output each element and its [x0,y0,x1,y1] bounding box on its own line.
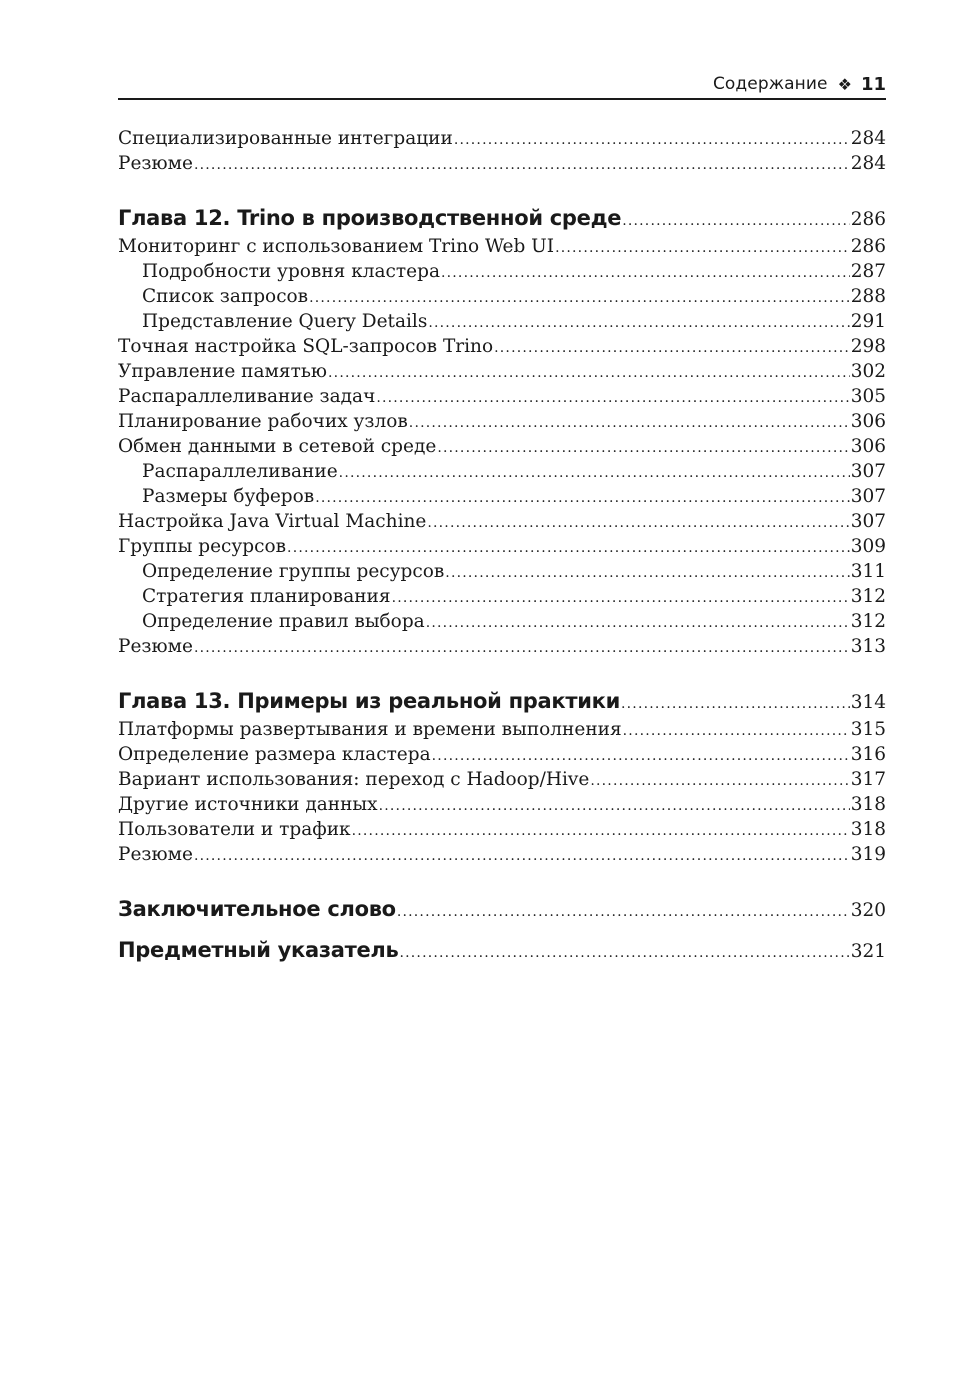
toc-entry-page: 312 [850,611,886,632]
dot-leader [621,697,850,711]
dot-leader [328,366,850,380]
toc-subentry[interactable] [118,461,886,486]
toc-entry[interactable] [118,361,886,386]
toc-entry[interactable] [118,411,886,436]
dot-leader [194,641,850,655]
toc-entry-page: 309 [850,536,886,557]
toc-subentry[interactable] [118,261,886,286]
dot-leader [437,441,849,455]
dot-leader [622,214,850,228]
toc-entry-page: 286 [850,236,886,257]
toc-entry-label: Резюме [118,153,193,174]
toc-entry-page: 291 [850,311,886,332]
toc-entry-page: 319 [850,844,886,865]
dot-leader [428,316,849,330]
dot-leader [194,158,850,172]
toc-entry[interactable] [118,511,886,536]
dot-leader [409,416,850,430]
toc-entry-page: 317 [850,769,886,790]
toc-entry[interactable] [118,719,886,744]
toc-entry-label: Список запросов [142,286,309,307]
toc-entry-page: 307 [850,461,886,482]
toc-entry-page: 298 [850,336,886,357]
running-header [118,70,886,100]
toc-entry-page: 313 [850,636,886,657]
toc-entry-label: Резюме [118,844,193,865]
toc-subentry[interactable] [118,486,886,511]
toc-entry[interactable] [118,336,886,361]
toc-entry-label: Распараллеливание задач [118,386,376,407]
toc-entry-page: 306 [850,411,886,432]
toc-entry[interactable] [118,636,886,661]
toc-subentry[interactable] [118,611,886,636]
toc-entry[interactable] [118,536,886,561]
chapter-page: 320 [850,900,886,921]
toc-entry-label: Пользователи и трафик [118,819,351,840]
dot-leader [379,799,850,813]
toc-entry[interactable] [118,153,886,178]
toc-entry-label: Мониторинг с использованием Trino Web UI [118,236,555,257]
toc-subentry[interactable] [118,311,886,336]
chapter-title: Глава 13. Примеры из реальной практики [118,689,620,713]
dot-leader [432,749,850,763]
toc-entry-page: 311 [850,561,886,582]
toc-entry-label: Резюме [118,636,193,657]
toc-entry-page: 316 [850,744,886,765]
toc-subentry[interactable] [118,561,886,586]
dot-leader [454,133,850,147]
toc-entry-label: Определение размера кластера [118,744,431,765]
toc-entry-label: Представление Query Details [142,311,428,332]
chapter-title: Глава 12. Trino в производственной среде [118,206,622,230]
dot-leader [376,391,849,405]
toc-entry-label: Определение правил выбора [142,611,425,632]
chapter-page: 286 [850,209,886,230]
toc-entry-label: Вариант использования: переход с Hadoop/Hive [118,769,590,790]
toc-afterword[interactable] [118,897,886,927]
chapter-page: 314 [850,692,886,713]
toc-entry[interactable] [118,386,886,411]
toc-entry[interactable] [118,819,886,844]
dot-leader [427,516,849,530]
dot-leader [426,616,850,630]
running-header-section: Содержание [712,74,828,94]
toc-entry-label: Подробности уровня кластера [142,261,440,282]
toc-entry-page: 305 [850,386,886,407]
toc-entry-label: Распараллеливание [142,461,338,482]
dot-leader [352,824,850,838]
toc-entry-page: 312 [850,586,886,607]
dot-leader [555,241,850,255]
toc-entry[interactable] [118,236,886,261]
toc-entry-label: Определение группы ресурсов [142,561,445,582]
toc-entry-label: Планирование рабочих узлов [118,411,408,432]
toc-entry-label: Другие источники данных [118,794,378,815]
dot-leader [441,266,850,280]
dot-leader [287,541,850,555]
toc-entry-page: 302 [850,361,886,382]
toc-entry-label: Группы ресурсов [118,536,287,557]
toc-entry-page: 287 [850,261,886,282]
toc-chapter-12[interactable] [118,206,886,236]
toc-entry-page: 307 [850,511,886,532]
table-of-contents [118,128,886,968]
toc-entry-label: Платформы развертывания и времени выполнения [118,719,622,740]
toc-entry[interactable] [118,844,886,869]
dot-leader [397,905,850,919]
toc-entry-page: 318 [850,794,886,815]
dot-leader [623,724,850,738]
toc-entry-label: Размеры буферов [142,486,315,507]
toc-entry-page: 288 [850,286,886,307]
toc-entry-label: Обмен данными в сетевой среде [118,436,437,457]
dot-leader [445,566,849,580]
toc-entry-page: 307 [850,486,886,507]
dot-leader [590,774,849,788]
dot-leader [399,946,849,960]
toc-entry-page: 284 [850,153,886,174]
toc-entry-label: Управление памятью [118,361,328,382]
toc-entry[interactable] [118,128,886,153]
toc-entry-page: 284 [850,128,886,149]
toc-entry-page: 318 [850,819,886,840]
diamond-ornament-icon: ❖ [837,74,852,94]
toc-entry-label: Стратегия планирования [142,586,391,607]
dot-leader [194,849,850,863]
dot-leader [392,591,850,605]
page-number: 11 [860,73,886,95]
toc-subentry[interactable] [118,586,886,611]
toc-entry-label: Точная настройка SQL-запросов Trino [118,336,494,357]
dot-leader [315,491,849,505]
toc-subentry[interactable] [118,286,886,311]
toc-chapter-13[interactable] [118,689,886,719]
chapter-title: Предметный указатель [118,938,399,962]
toc-entry-label: Специализированные интеграции [118,128,453,149]
toc-entry[interactable] [118,794,886,819]
dot-leader [339,466,850,480]
chapter-title: Заключительное слово [118,897,396,921]
toc-entry-page: 306 [850,436,886,457]
chapter-page: 321 [850,941,886,962]
toc-entry-page: 315 [850,719,886,740]
toc-entry[interactable] [118,769,886,794]
toc-index[interactable] [118,938,886,968]
dot-leader [494,341,850,355]
dot-leader [309,291,850,305]
toc-entry[interactable] [118,436,886,461]
toc-entry-label: Настройка Java Virtual Machine [118,511,427,532]
toc-entry[interactable] [118,744,886,769]
